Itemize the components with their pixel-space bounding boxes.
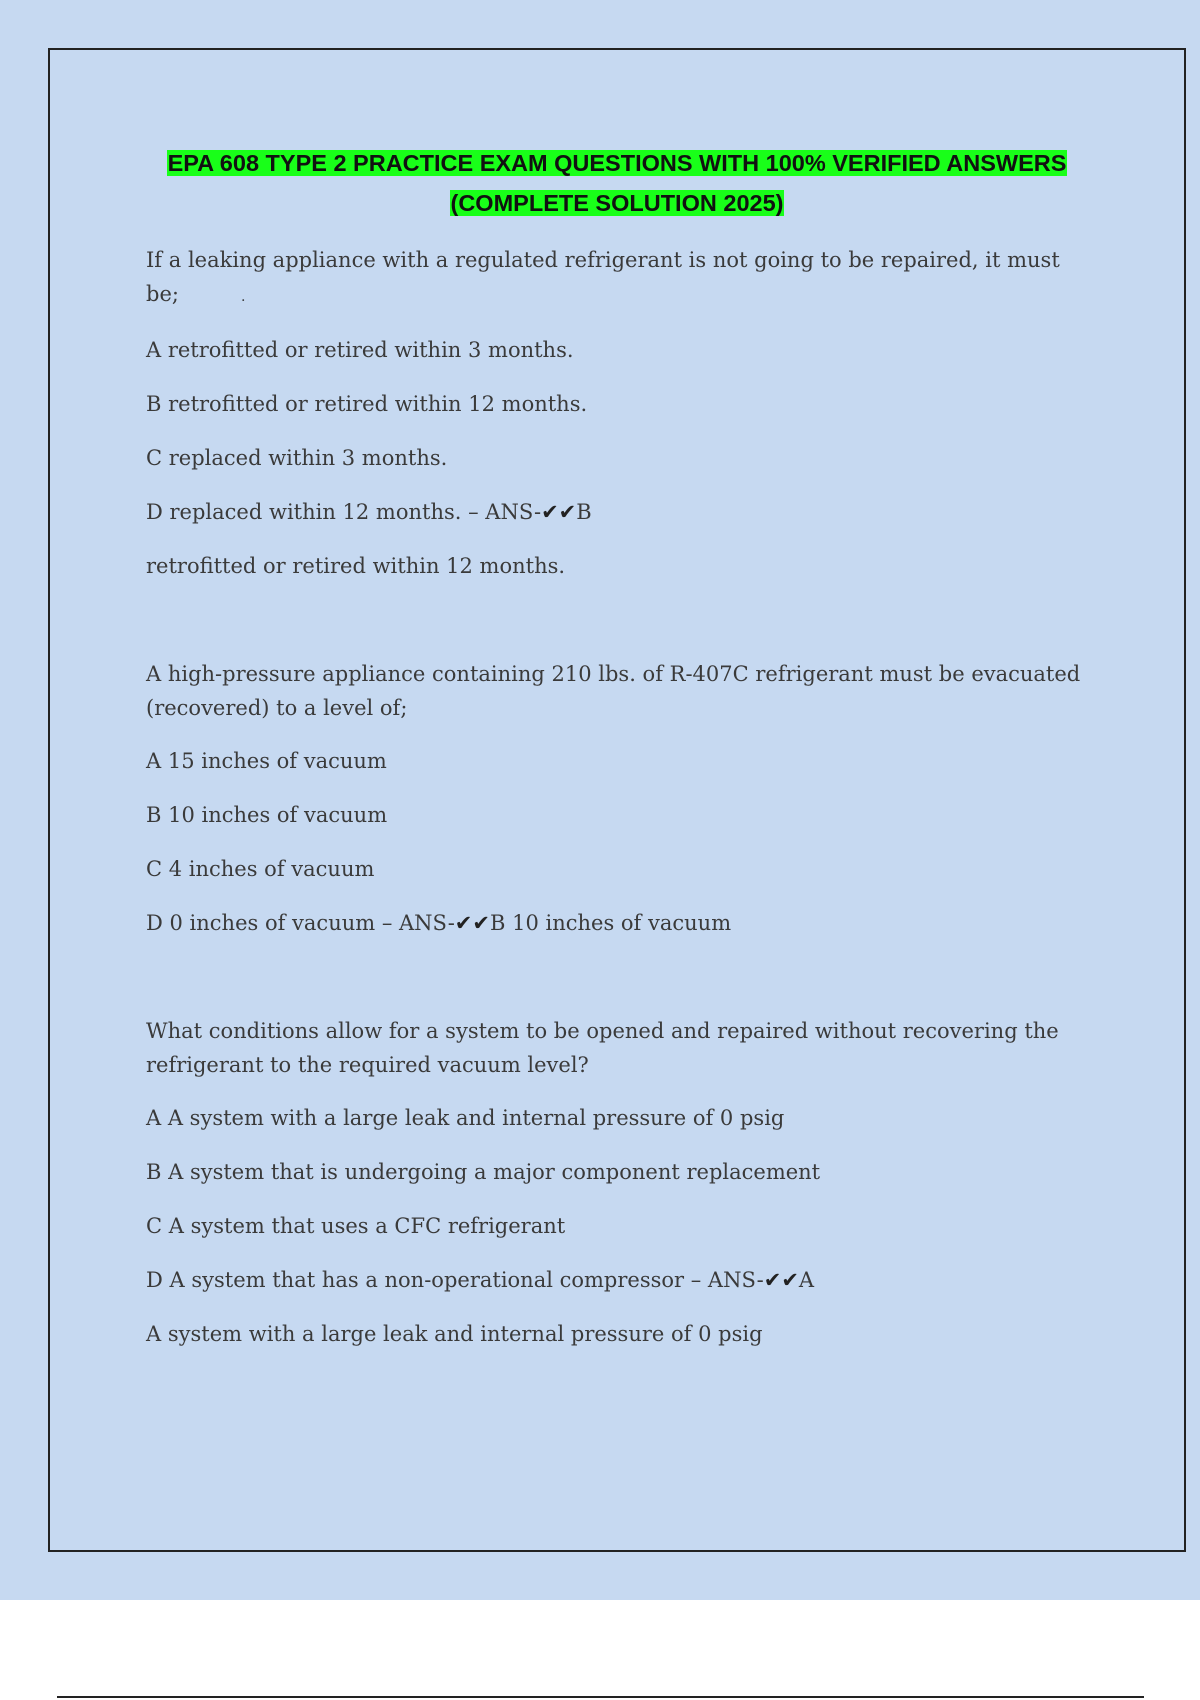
- question-2-option-a: A 15 inches of vacuum: [146, 749, 387, 773]
- answer-inline: B: [576, 500, 592, 524]
- question-2-prompt: A high-pressure appliance containing 210 lbs. of R-407C refrigerant must be evacuated (recovered) to a level of;: [146, 662, 1081, 720]
- question-list: [146, 243, 1086, 1371]
- question-1-option-b: B retrofitted or retired within 12 months.: [146, 392, 588, 416]
- question-1-option-c: C replaced within 3 months.: [146, 446, 448, 470]
- question-3-option-c: C A system that uses a CFC refrigerant: [146, 1214, 566, 1238]
- question-3-option-d: [146, 1263, 1086, 1298]
- question-1-option-a: A retrofitted or retired within 3 months.: [146, 338, 574, 362]
- footer-divider: [57, 1696, 1144, 1698]
- check-mark-icon: ✔✔: [541, 500, 577, 524]
- answer-inline: B 10 inches of vacuum: [490, 911, 732, 935]
- question-3-answer-continuation: A system with a large leak and internal pressure of 0 psig: [146, 1322, 763, 1346]
- question-3-prompt: What conditions allow for a system to be opened and repaired without recovering the refrigerant to the required vacuum level?: [146, 1019, 1059, 1077]
- option-d-text: D replaced within 12 months. – ANS-: [146, 500, 542, 524]
- question-1: [146, 243, 1086, 584]
- question-3: [146, 1014, 1086, 1352]
- check-mark-icon: ✔✔: [454, 911, 490, 935]
- title-line-1: EPA 608 TYPE 2 PRACTICE EXAM QUESTIONS WITH 100% VERIFIED ANSWERS: [167, 150, 1067, 176]
- answer-inline: A: [798, 1268, 815, 1292]
- document-title: [0, 143, 1200, 223]
- check-mark-icon: ✔✔: [763, 1268, 799, 1292]
- spacer: [146, 603, 1086, 657]
- spacer: [146, 960, 1086, 1014]
- trailing-dot: .: [240, 289, 246, 305]
- question-1-prompt-text: If a leaking appliance with a regulated refrigerant is not going to be repaired, it must be;: [146, 248, 1060, 306]
- option-d-text: D 0 inches of vacuum – ANS-: [146, 911, 455, 935]
- question-2-option-b: B 10 inches of vacuum: [146, 803, 388, 827]
- question-3-option-a: A A system with a large leak and internal pressure of 0 psig: [146, 1106, 785, 1130]
- question-1-answer-continuation: retrofitted or retired within 12 months.: [146, 554, 566, 578]
- question-2-option-d: [146, 906, 1086, 941]
- option-d-text: D A system that has a non-operational compressor – ANS-: [146, 1268, 764, 1292]
- question-2-option-c: C 4 inches of vacuum: [146, 857, 375, 881]
- question-1-option-d: [146, 495, 1086, 530]
- question-3-option-b: B A system that is undergoing a major component replacement: [146, 1160, 821, 1184]
- title-line-2: (COMPLETE SOLUTION 2025): [450, 190, 784, 216]
- question-2: [146, 657, 1086, 941]
- question-1-prompt: [146, 243, 1086, 314]
